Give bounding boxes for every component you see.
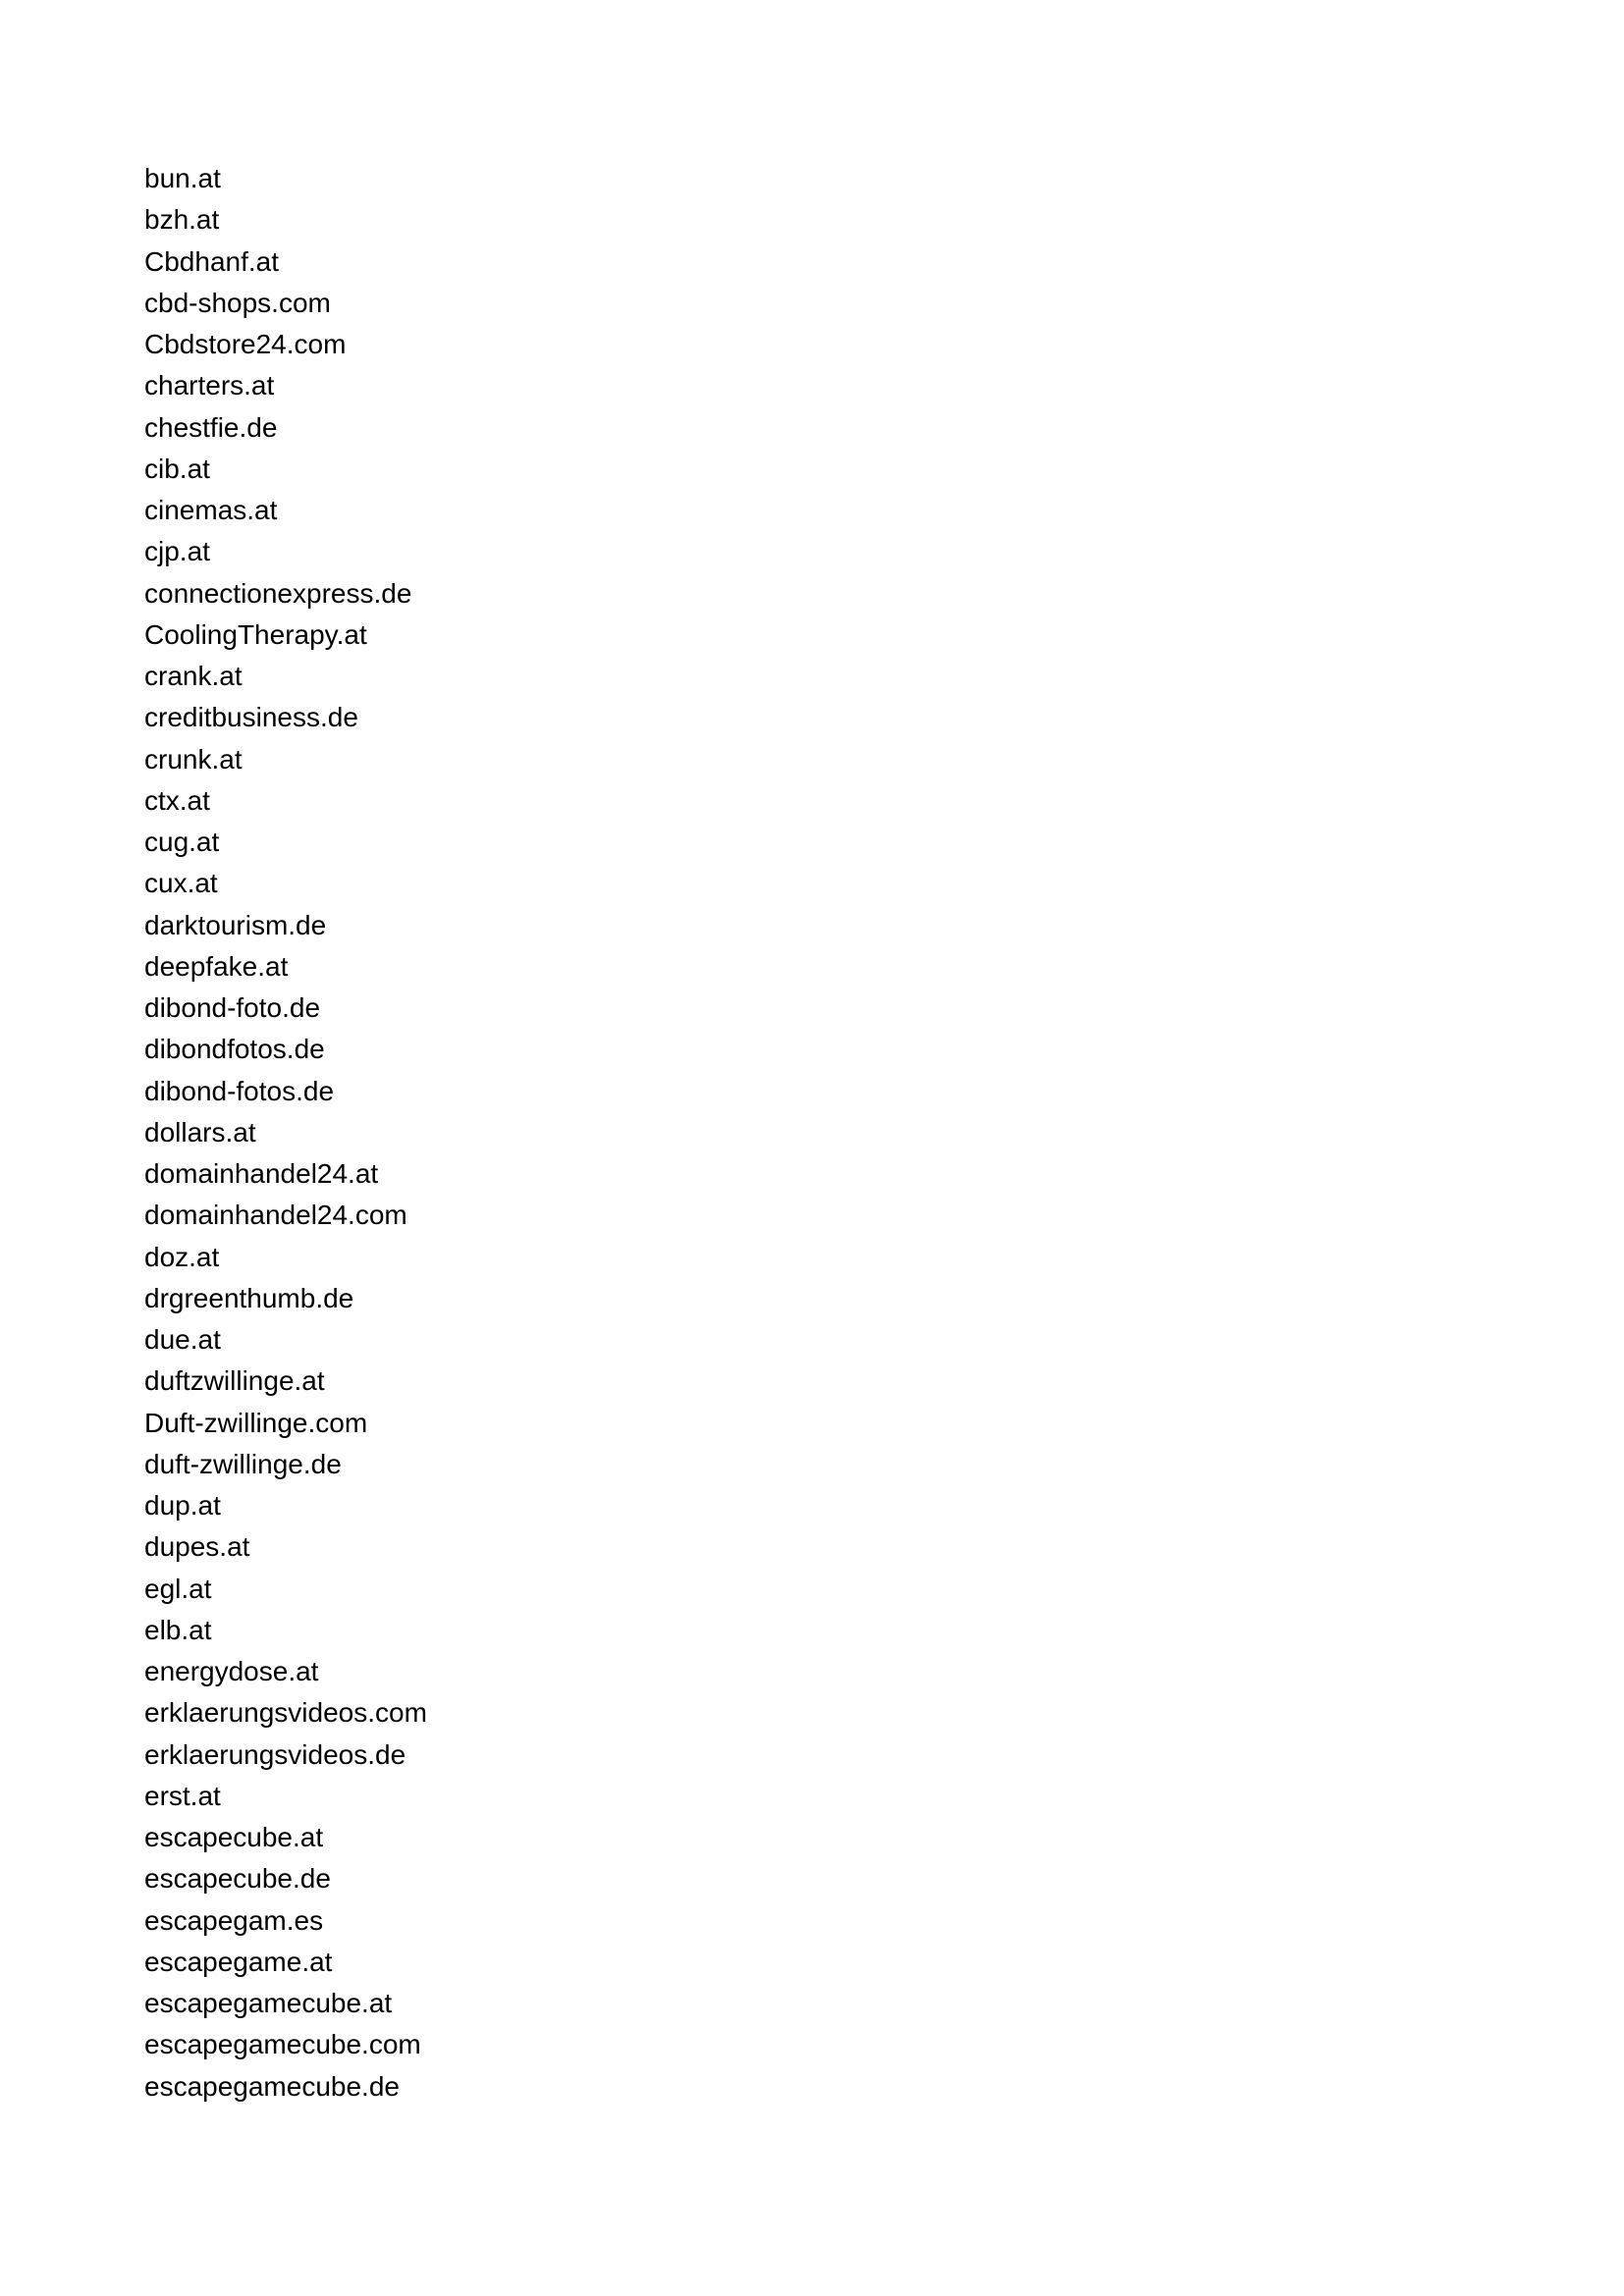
domain-list-item: escapegam.es [144, 1904, 324, 1936]
domain-list-item: elb.at [144, 1614, 212, 1645]
domain-list-item: erst.at [144, 1780, 221, 1811]
domain-list-item: ctx.at [144, 784, 210, 816]
domain-list-item: drgreenthumb.de [144, 1282, 354, 1313]
domain-list-item: bzh.at [144, 204, 220, 236]
domain-list-item: egl.at [144, 1573, 212, 1604]
domain-list-item: doz.at [144, 1241, 220, 1272]
domain-list-item: dibondfotos.de [144, 1034, 325, 1065]
domain-list-item: escapecube.at [144, 1822, 324, 1852]
domain-list-item: dupes.at [144, 1531, 250, 1563]
domain-list-item: escapegamecube.com [144, 2029, 421, 2060]
domain-list-item: cib.at [144, 453, 210, 484]
domain-list-item: crunk.at [144, 743, 243, 774]
domain-list-item: Cbdstore24.com [144, 329, 347, 359]
domain-list-item: cug.at [144, 827, 220, 857]
domain-list-item: darktourism.de [144, 909, 327, 940]
domain-list-item: due.at [144, 1324, 221, 1355]
domain-list-item: energydose.at [144, 1656, 319, 1686]
domain-list-item: dibond-fotos.de [144, 1075, 335, 1106]
domain-list-item: bun.at [144, 163, 221, 193]
domain-list-item: cinemas.at [144, 495, 278, 525]
domain-list-item: dup.at [144, 1490, 221, 1521]
domain-list-item: erklaerungsvideos.de [144, 1738, 406, 1770]
domain-list-item: escapecube.de [144, 1863, 331, 1895]
domain-list-item: domainhandel24.com [144, 1200, 407, 1231]
domain-list-item: Cbdhanf.at [144, 245, 279, 277]
domain-list-item: dibond-foto.de [144, 992, 321, 1023]
domain-list-item: cux.at [144, 868, 218, 899]
domain-list-item: duftzwillinge.at [144, 1365, 325, 1397]
domain-list [144, 158, 427, 2108]
domain-list-item: duft-zwillinge.de [144, 1448, 342, 1479]
domain-list-item: cjp.at [144, 536, 210, 567]
domain-list-item: domainhandel24.at [144, 1158, 379, 1189]
domain-list-item: chestfie.de [144, 411, 278, 443]
domain-list-item: connectionexpress.de [144, 577, 412, 609]
domain-list-item: escapegamecube.at [144, 1988, 393, 2018]
domain-list-item: CoolingTherapy.at [144, 618, 367, 650]
domain-list-item: creditbusiness.de [144, 702, 358, 733]
domain-list-item: cbd-shops.com [144, 287, 331, 318]
domain-list-item: dollars.at [144, 1116, 256, 1148]
domain-list-item: escapegamecube.de [144, 2070, 400, 2102]
domain-list-item: charters.at [144, 370, 275, 401]
domain-list-item: Duft-zwillinge.com [144, 1407, 368, 1438]
domain-list-item: erklaerungsvideos.com [144, 1697, 427, 1729]
domain-list-item: crank.at [144, 661, 243, 691]
domain-list-item: deepfake.at [144, 950, 289, 982]
domain-list-item: escapegame.at [144, 1946, 333, 1977]
